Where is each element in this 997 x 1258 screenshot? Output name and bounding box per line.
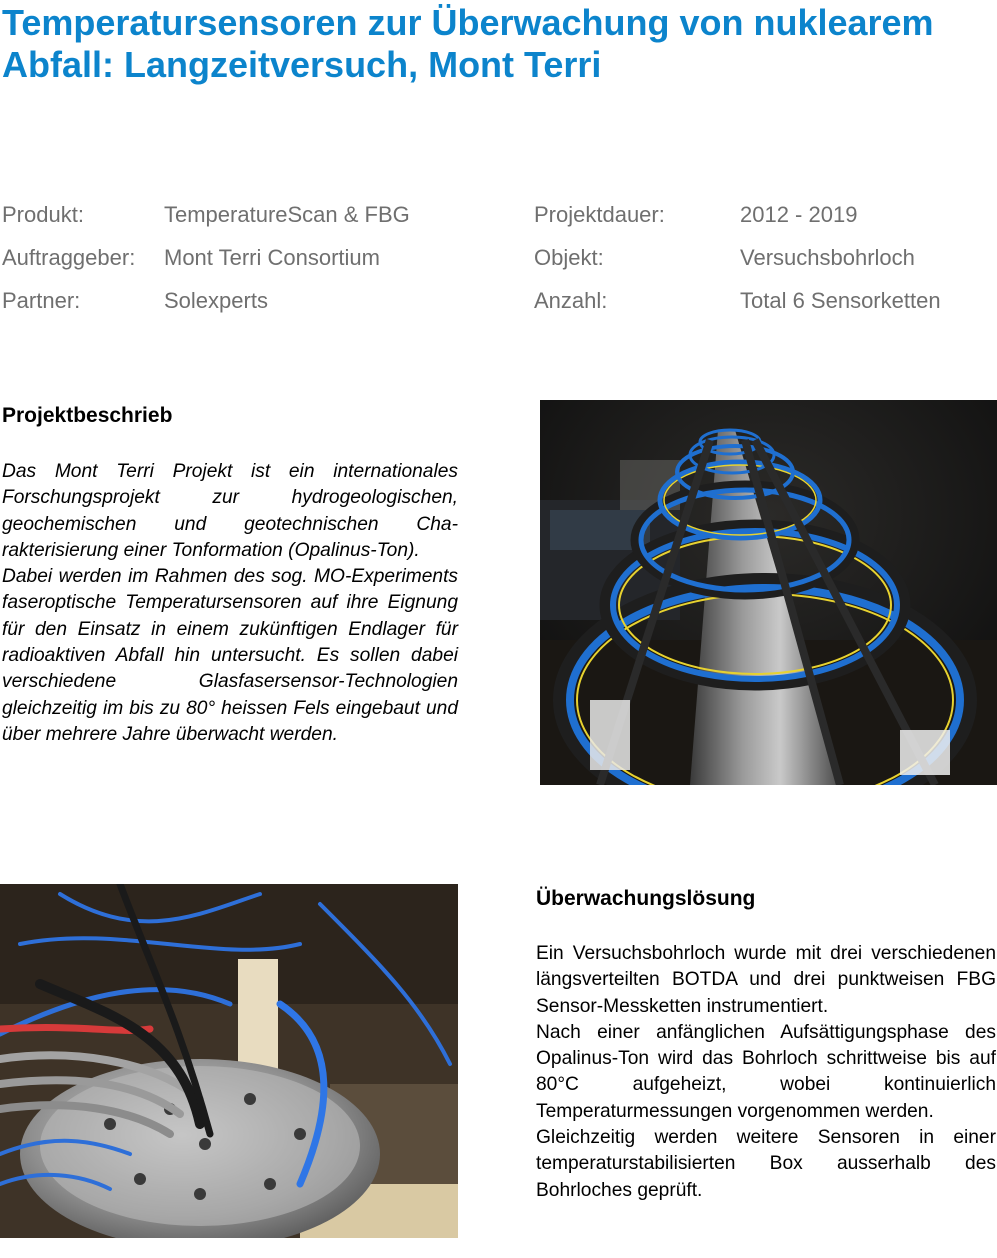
info-label-objekt: Objekt:	[534, 245, 604, 270]
description-paragraph: Das Mont Terri Projekt ist ein internationales Forschungsprojekt zur hydrogeologischen, geochemischen und geotechnischen Charakterisierung einer Tonformation (Opalinus-Ton).	[2, 461, 458, 561]
sensor-cage-photo	[540, 400, 997, 785]
borehole-head-photo	[0, 884, 458, 1238]
info-label-partner: Partner:	[2, 288, 81, 313]
description-text	[2, 459, 458, 748]
info-label-produkt: Produkt:	[2, 202, 84, 227]
info-label-auftraggeber: Auftraggeber:	[2, 245, 136, 270]
info-value-objekt: Versuchsbohrloch	[740, 245, 915, 270]
info-value-produkt: TemperatureScan & FBG	[164, 202, 410, 227]
info-label-anzahl: Anzahl:	[534, 288, 608, 313]
info-label-projektdauer: Projektdauer:	[534, 202, 665, 227]
description-heading: Projektbeschrieb	[2, 404, 173, 427]
solution-paragraph: Nach einer anfänglichen Aufsättigungsphase des Opalinus-Ton wird das Bohrloch schrittweise bis auf 80°C aufgeheizt, wobei kontinuierlich Temperaturmessungen vorgenommen werden.	[536, 1021, 996, 1122]
solution-text	[536, 941, 996, 1204]
info-value-auftraggeber: Mont Terri Consortium	[164, 245, 380, 270]
solution-paragraph: Gleichzeitig werden weitere Sensoren in einer temperaturstabilisierten Box ausserhalb des Bohrloches geprüft.	[536, 1127, 996, 1201]
info-value-partner: Solexperts	[164, 288, 268, 313]
page-title: Temperatursensoren zur Überwachung von nuklearem Abfall: Langzeitversuch, Mont Terri	[2, 2, 934, 85]
info-value-projektdauer: 2012 - 2019	[740, 202, 858, 227]
info-value-anzahl: Total 6 Sensorketten	[740, 288, 941, 313]
solution-paragraph: Ein Versuchsbohrloch wurde mit drei verschiedenen längsverteilten BOTDA und drei punktweisen FBG Sensor-Messketten instrumentiert.	[536, 943, 996, 1017]
description-paragraph: Dabei werden im Rahmen des sog. MO-Experiments faseroptische Temperatursensoren auf ihre Eignung für den Einsatz in einem zukünftigen Endlager für radioaktiven Abfall hin untersucht. Es sollen dabei verschiedene Glasfasersensor-Technologien gleichzeitig im bis zu 80° heissen Fels eingebaut und über mehrere Jahre überwacht werden.	[2, 566, 458, 745]
solution-heading: Überwachungslösung	[536, 887, 756, 910]
